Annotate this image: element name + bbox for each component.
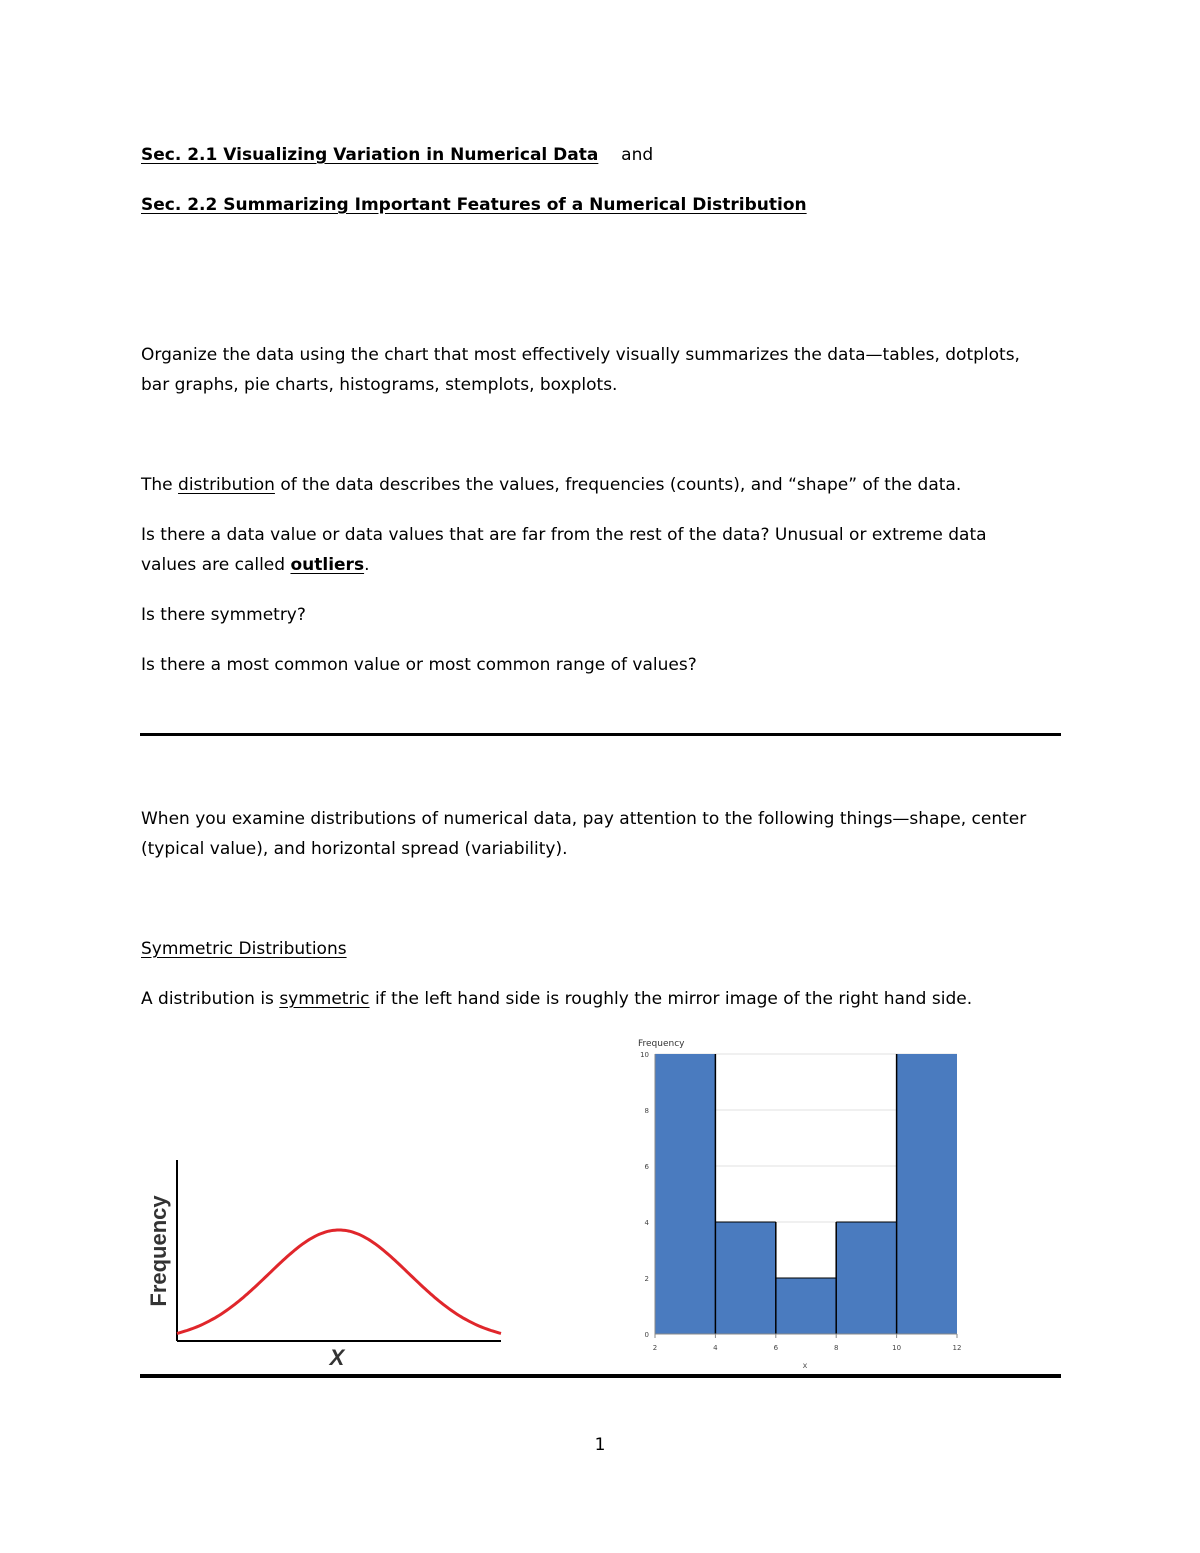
- histogram-y-tick-label: 0: [644, 1331, 649, 1339]
- bell-curve-chart: [140, 1150, 520, 1370]
- outliers-pre: values are called: [141, 555, 291, 575]
- histogram-x-tick-label: 2: [652, 1344, 658, 1352]
- symmetric-definition: [141, 988, 972, 1010]
- section-2-1-title: Sec. 2.1 Visualizing Variation in Numerical Data: [141, 145, 599, 165]
- histogram-y-tick-label: 4: [644, 1219, 649, 1227]
- histogram-bar: [715, 1222, 775, 1334]
- histogram-y-tick-label: 10: [640, 1051, 649, 1059]
- symmetry-question: Is there symmetry?: [141, 605, 306, 625]
- distribution-term: distribution: [178, 475, 275, 495]
- examine-line-2: (typical value), and horizontal spread (variability).: [141, 839, 568, 859]
- symmetric-term: symmetric: [279, 989, 370, 1009]
- section-divider-bottom: [140, 1374, 1061, 1378]
- bell-curve-line: [177, 1230, 501, 1333]
- bell-y-label: Frequency: [146, 1195, 171, 1307]
- outliers-post: .: [364, 555, 370, 575]
- section-2-2-title: Sec. 2.2 Summarizing Important Features of a Numerical Distribution: [141, 195, 807, 215]
- histogram-y-tick-label: 6: [644, 1163, 649, 1171]
- section-divider-top: [140, 733, 1061, 736]
- outliers-line-2: [141, 554, 369, 576]
- histogram-x-label: x: [802, 1361, 808, 1370]
- title-line-1: [141, 144, 653, 166]
- histogram-chart: [630, 1036, 970, 1376]
- distribution-pre: The: [141, 475, 179, 495]
- distribution-post: of the data describes the values, frequencies (counts), and “shape” of the data.: [274, 475, 962, 495]
- symmetric-post: if the left hand side is roughly the mirror image of the right hand side.: [369, 989, 973, 1009]
- histogram-x-tick-label: 12: [952, 1344, 962, 1352]
- bell-x-label: X: [329, 1345, 345, 1370]
- histogram-x-tick-label: 6: [773, 1344, 779, 1352]
- examine-line-1: When you examine distributions of numerical data, pay attention to the following things—shape, center: [141, 809, 1027, 829]
- histogram-x-tick-label: 4: [713, 1344, 718, 1352]
- distribution-definition: [141, 474, 961, 496]
- outliers-term: outliers: [290, 555, 365, 575]
- histogram-y-label: Frequency: [638, 1039, 685, 1049]
- histogram-x-tick-label: 8: [833, 1344, 839, 1352]
- histogram-x-tick-label: 10: [892, 1344, 902, 1352]
- title-conjunction: and: [621, 145, 654, 165]
- outliers-line-1: Is there a data value or data values that are far from the rest of the data? Unusual or extreme data: [141, 525, 987, 545]
- intro-line-1: Organize the data using the chart that most effectively visually summarizes the data—tables, dotplots,: [141, 345, 1020, 365]
- histogram-bar: [897, 1054, 957, 1334]
- symmetric-heading: Symmetric Distributions: [141, 939, 347, 959]
- histogram-y-tick-label: 2: [644, 1275, 649, 1283]
- common-value-question: Is there a most common value or most common range of values?: [141, 655, 697, 675]
- histogram-y-tick-label: 8: [644, 1107, 649, 1115]
- intro-line-2: bar graphs, pie charts, histograms, stemplots, boxplots.: [141, 375, 618, 395]
- histogram-bar: [776, 1278, 836, 1334]
- histogram-bar: [836, 1222, 896, 1334]
- histogram-bar: [655, 1054, 715, 1334]
- page-number: 1: [594, 1435, 606, 1455]
- symmetric-pre: A distribution is: [141, 989, 280, 1009]
